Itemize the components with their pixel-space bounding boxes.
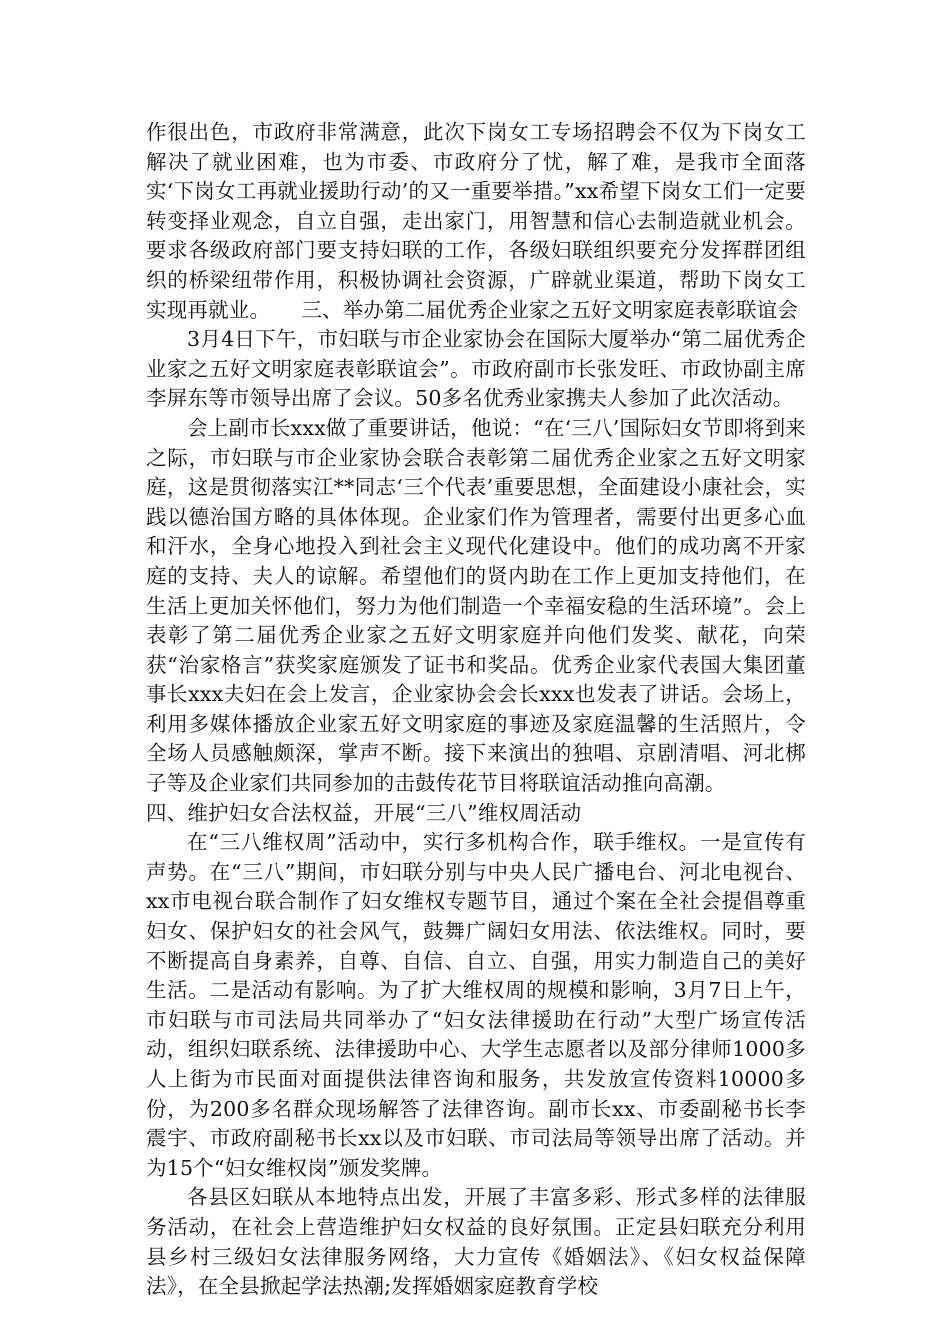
document-page (146, 118, 806, 1302)
paragraph-entrepreneur-event: 3月4日下午，市妇联与市企业家协会在国际大厦举办“第二届优秀企业家之五好文明家庭表彰联谊会”。市政府副市长张发旺、市政协副主席李屏东等市领导出席了会议。50多名优秀业家携夫人参加了此次活动。 (146, 327, 806, 411)
paragraph-vice-mayor-speech: 会上副市长xxx做了重要讲话，他说：“在‘三八’国际妇女节即将到来之际，市妇联与市企业家协会联合表彰第二届优秀企业家之五好文明家庭，这是贯彻落实江**同志‘三个代表’重要思想，全面建设小康社会，实践以德治国方略的具体体现。企业家们作为管理者，需要付出更多心血和汗水，全身心地投入到社会主义现代化建设中。他们的成功离不开家庭的支持、夫人的谅解。希望他们的贤内助在工作上更加支持他们，在生活上更加关怀他们，努力为他们制造一个幸福安稳的生活环境”。会上表彰了第二届优秀企业家之五好文明家庭并向他们发奖、献花，向荣获“治家格言”获奖家庭颁发了证书和奖品。优秀企业家代表国大集团董事长xxx夫妇在会上发言，企业家协会会长xxx也发表了讲话。会场上，利用多媒体播放企业家五好文明家庭的事迹及家庭温馨的生活照片，令全场人员感触颇深，掌声不断。接下来演出的独唱、京剧清唱、河北梆子等及企业家们共同参加的击鼓传花节目将联谊活动推向高潮。 (146, 415, 806, 796)
paragraph-employment-summary: 作很出色，市政府非常满意，此次下岗女工专场招聘会不仅为下岗女工解决了就业困难，也为市委、市政府分了忧，解了难，是我市全面落实‘下岗女工再就业援助行动’的又一重要举措。”xx希望下岗女工们一定要转变择业观念，自立自强，走出家门，用智慧和信心去制造就业机会。要求各级政府部门要支持妇联的工作，各级妇联组织要充分发挥群团组织的桥梁纽带作用，积极协调社会资源，广辟就业渠道，帮助下岗女工实现再就业。 三、举办第二届优秀企业家之五好文明家庭表彰联谊会 (146, 120, 806, 322)
section-heading-rights-week: 四、维护妇女合法权益，开展“三八”维权周活动 (146, 800, 582, 825)
paragraph-county-activities: 各县区妇联从本地特点出发，开展了丰富多彩、形式多样的法律服务活动，在社会上营造维护妇女权益的良好氛围。正定县妇联充分利用县乡村三级妇女法律服务网络，大力宣传《婚姻法》、《妇女权益保障法》，在全县掀起学法热潮;发挥婚姻家庭教育学校 (146, 1185, 806, 1299)
paragraph-rights-week-activities: 在“三八维权周”活动中，实行多机构合作，联手维权。一是宣传有声势。在“三八”期间，市妇联分别与中央人民广播电台、河北电视台、xx市电视台联合制作了妇女维权专题节目，通过个案在全社会提倡尊重妇女、保护妇女的社会风气，鼓舞广阔妇女用法、依法维权。同时，要不断提高自身素养，自尊、自信、自立、自强，用实力制造自己的美好生活。二是活动有影响。为了扩大维权周的规模和影响，3月7日上午，市妇联与市司法局共同举办了“妇女法律援助在行动”大型广场宣传活动，组织妇联系统、法律援助中心、大学生志愿者以及部分律师1000多人上街为市民面对面提供法律咨询和服务，共发放宣传资料10000多份，为200多名群众现场解答了法律咨询。副市长xx、市委副秘书长李震宇、市政府副秘书长xx以及市妇联、市司法局等领导出席了活动。并为15个“妇女维权岗”颁发奖牌。 (146, 830, 806, 1180)
